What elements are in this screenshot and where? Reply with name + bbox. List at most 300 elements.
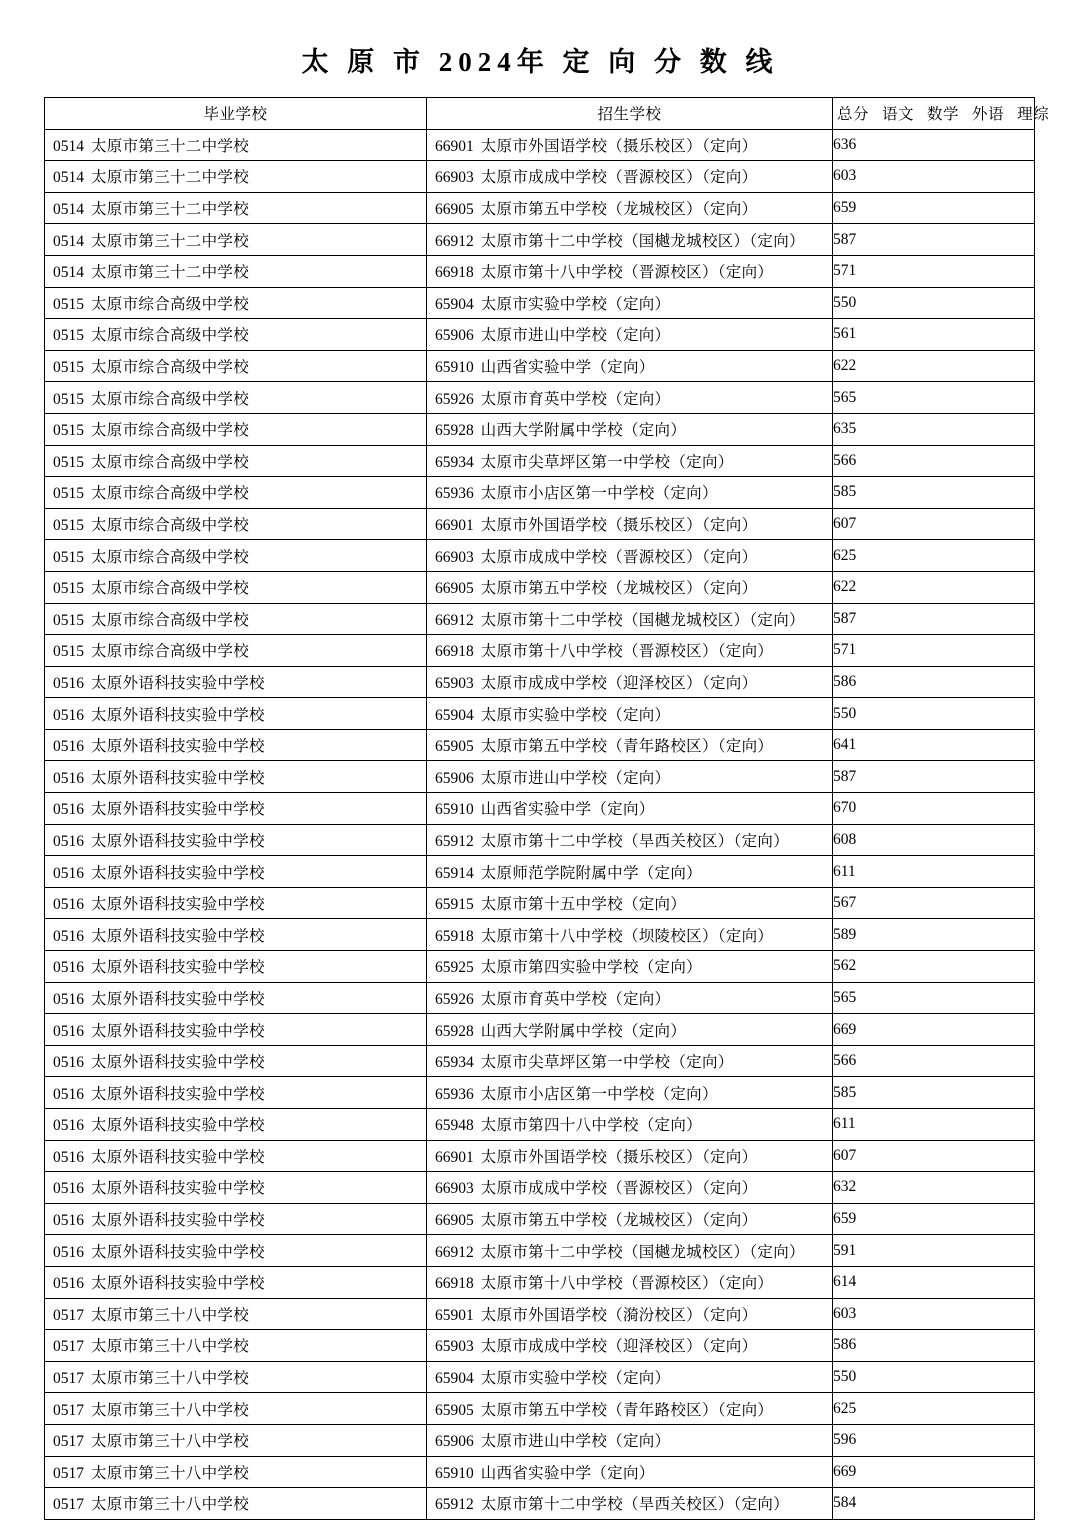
total-score-cell: 585 xyxy=(833,477,1035,509)
enrolling-school-cell xyxy=(427,350,833,382)
graduating-school-name: 太原外语科技实验中学校 xyxy=(91,1022,265,1040)
graduating-school-cell xyxy=(45,919,427,951)
total-score-cell: 566 xyxy=(833,445,1035,477)
graduating-school-code: 0516 xyxy=(53,832,84,850)
graduating-school-cell xyxy=(45,192,427,224)
graduating-school-name: 太原市综合高级中学校 xyxy=(91,548,250,566)
enrolling-school-code: 66912 xyxy=(435,1243,474,1261)
graduating-school-cell xyxy=(45,1361,427,1393)
total-score-cell: 586 xyxy=(833,1330,1035,1362)
graduating-school-name: 太原外语科技实验中学校 xyxy=(91,864,265,882)
total-score-cell: 622 xyxy=(833,350,1035,382)
graduating-school-name: 太原外语科技实验中学校 xyxy=(91,959,265,977)
graduating-school-name: 太原外语科技实验中学校 xyxy=(91,927,265,945)
enrolling-school-cell xyxy=(427,982,833,1014)
enrolling-school-name: 太原市第十八中学校（晋源校区）（定向） xyxy=(480,264,774,282)
column-header-science-comprehensive: 理综 xyxy=(1017,106,1050,124)
enrolling-school-cell xyxy=(427,413,833,445)
enrolling-school-cell xyxy=(427,1330,833,1362)
table-row xyxy=(45,192,1035,224)
enrolling-school-code: 65903 xyxy=(435,674,474,692)
graduating-school-name: 太原外语科技实验中学校 xyxy=(91,1180,265,1198)
table-row xyxy=(45,224,1035,256)
graduating-school-name: 太原市第三十八中学校 xyxy=(91,1433,250,1451)
total-score-cell: 587 xyxy=(833,761,1035,793)
enrolling-school-code: 65904 xyxy=(435,295,474,313)
graduating-school-code: 0515 xyxy=(53,422,84,440)
enrolling-school-cell xyxy=(427,951,833,983)
enrolling-school-name: 太原市小店区第一中学校（定向） xyxy=(480,485,718,503)
graduating-school-cell xyxy=(45,603,427,635)
total-score-cell: 659 xyxy=(833,192,1035,224)
graduating-school-cell xyxy=(45,1172,427,1204)
graduating-school-cell xyxy=(45,982,427,1014)
graduating-school-cell xyxy=(45,413,427,445)
graduating-school-name: 太原外语科技实验中学校 xyxy=(91,738,265,756)
enrolling-school-code: 65912 xyxy=(435,1496,474,1514)
graduating-school-name: 太原市第三十八中学校 xyxy=(91,1464,250,1482)
enrolling-school-cell xyxy=(427,508,833,540)
graduating-school-name: 太原市综合高级中学校 xyxy=(91,422,250,440)
graduating-school-cell xyxy=(45,129,427,161)
table-row xyxy=(45,255,1035,287)
enrolling-school-cell xyxy=(427,1266,833,1298)
graduating-school-cell xyxy=(45,1298,427,1330)
enrolling-school-name: 太原市小店区第一中学校（定向） xyxy=(480,1085,718,1103)
graduating-school-cell xyxy=(45,666,427,698)
enrolling-school-name: 太原市第十八中学校（坝陵校区）（定向） xyxy=(480,927,774,945)
graduating-school-code: 0516 xyxy=(53,738,84,756)
table-row xyxy=(45,1330,1035,1362)
enrolling-school-code: 65910 xyxy=(435,801,474,819)
graduating-school-name: 太原市综合高级中学校 xyxy=(91,643,250,661)
enrolling-school-name: 太原市进山中学校（定向） xyxy=(480,769,671,787)
table-row xyxy=(45,571,1035,603)
table-row xyxy=(45,1393,1035,1425)
graduating-school-name: 太原市综合高级中学校 xyxy=(91,390,250,408)
enrolling-school-code: 65905 xyxy=(435,738,474,756)
graduating-school-code: 0515 xyxy=(53,580,84,598)
graduating-school-code: 0516 xyxy=(53,1148,84,1166)
enrolling-school-cell xyxy=(427,824,833,856)
total-score-cell: 607 xyxy=(833,1140,1035,1172)
table-row xyxy=(45,477,1035,509)
enrolling-school-cell xyxy=(427,224,833,256)
enrolling-school-code: 66912 xyxy=(435,611,474,629)
graduating-school-code: 0515 xyxy=(53,359,84,377)
enrolling-school-cell xyxy=(427,1203,833,1235)
graduating-school-cell xyxy=(45,887,427,919)
total-score-cell: 589 xyxy=(833,919,1035,951)
enrolling-school-name: 太原市第十二中学校（国樾龙城校区）（定向） xyxy=(480,1243,805,1261)
enrolling-school-name: 太原市成成中学校（晋源校区）（定向） xyxy=(480,1180,758,1198)
table-row xyxy=(45,1109,1035,1141)
total-score-cell: 635 xyxy=(833,413,1035,445)
table-row xyxy=(45,319,1035,351)
enrolling-school-name: 太原市第十二中学校（国樾龙城校区）（定向） xyxy=(480,232,805,250)
graduating-school-code: 0516 xyxy=(53,1275,84,1293)
enrolling-school-code: 66903 xyxy=(435,548,474,566)
enrolling-school-cell xyxy=(427,192,833,224)
graduating-school-cell xyxy=(45,824,427,856)
total-score-cell: 611 xyxy=(833,856,1035,888)
total-score-cell: 587 xyxy=(833,603,1035,635)
total-score-cell: 561 xyxy=(833,319,1035,351)
graduating-school-code: 0516 xyxy=(53,1180,84,1198)
total-score-cell: 607 xyxy=(833,508,1035,540)
enrolling-school-name: 太原市成成中学校（晋源校区）（定向） xyxy=(480,548,758,566)
graduating-school-name: 太原市第三十二中学校 xyxy=(91,137,250,155)
graduating-school-code: 0516 xyxy=(53,801,84,819)
enrolling-school-name: 山西省实验中学（定向） xyxy=(480,359,655,377)
enrolling-school-code: 65904 xyxy=(435,706,474,724)
enrolling-school-name: 太原市外国语学校（漪汾校区）（定向） xyxy=(480,1306,758,1324)
total-score-cell: 584 xyxy=(833,1488,1035,1520)
graduating-school-name: 太原外语科技实验中学校 xyxy=(91,1054,265,1072)
enrolling-school-code: 65926 xyxy=(435,390,474,408)
graduating-school-name: 太原市第三十八中学校 xyxy=(91,1370,250,1388)
graduating-school-cell xyxy=(45,571,427,603)
enrolling-school-code: 66903 xyxy=(435,1180,474,1198)
graduating-school-name: 太原外语科技实验中学校 xyxy=(91,769,265,787)
graduating-school-code: 0516 xyxy=(53,1212,84,1230)
graduating-school-name: 太原市第三十二中学校 xyxy=(91,169,250,187)
total-score-cell: 565 xyxy=(833,382,1035,414)
enrolling-school-cell xyxy=(427,445,833,477)
total-score-cell: 596 xyxy=(833,1424,1035,1456)
total-score-cell: 641 xyxy=(833,729,1035,761)
enrolling-school-code: 65906 xyxy=(435,1433,474,1451)
score-line-table xyxy=(44,97,1050,1520)
table-row xyxy=(45,729,1035,761)
table-row xyxy=(45,1488,1035,1520)
table-row xyxy=(45,540,1035,572)
enrolling-school-name: 太原市实验中学校（定向） xyxy=(480,295,671,313)
graduating-school-name: 太原市综合高级中学校 xyxy=(91,295,250,313)
total-score-cell: 550 xyxy=(833,287,1035,319)
enrolling-school-cell xyxy=(427,319,833,351)
enrolling-school-name: 太原市第四实验中学校（定向） xyxy=(480,959,702,977)
enrolling-school-name: 太原市外国语学校（摄乐校区）（定向） xyxy=(480,517,758,535)
table-row xyxy=(45,824,1035,856)
graduating-school-cell xyxy=(45,951,427,983)
graduating-school-cell xyxy=(45,1140,427,1172)
enrolling-school-cell xyxy=(427,1172,833,1204)
enrolling-school-name: 太原市第五中学校（龙城校区）（定向） xyxy=(480,1212,758,1230)
graduating-school-name: 太原市第三十二中学校 xyxy=(91,264,250,282)
graduating-school-name: 太原外语科技实验中学校 xyxy=(91,1085,265,1103)
graduating-school-code: 0517 xyxy=(53,1401,84,1419)
enrolling-school-code: 65904 xyxy=(435,1370,474,1388)
table-header-row xyxy=(45,98,1035,130)
graduating-school-name: 太原市第三十八中学校 xyxy=(91,1306,250,1324)
graduating-school-code: 0515 xyxy=(53,517,84,535)
total-score-cell: 625 xyxy=(833,1393,1035,1425)
column-header-chinese: 语文 xyxy=(882,106,915,124)
enrolling-school-cell xyxy=(427,1424,833,1456)
enrolling-school-cell xyxy=(427,1077,833,1109)
enrolling-school-code: 65912 xyxy=(435,832,474,850)
table-row xyxy=(45,1140,1035,1172)
table-row xyxy=(45,445,1035,477)
total-score-cell: 669 xyxy=(833,1014,1035,1046)
enrolling-school-cell xyxy=(427,1109,833,1141)
table-row xyxy=(45,1266,1035,1298)
graduating-school-cell xyxy=(45,224,427,256)
enrolling-school-name: 太原市第五中学校（青年路校区）（定向） xyxy=(480,1401,774,1419)
total-score-cell: 603 xyxy=(833,161,1035,193)
table-row xyxy=(45,1298,1035,1330)
enrolling-school-cell xyxy=(427,1045,833,1077)
enrolling-school-code: 65934 xyxy=(435,453,474,471)
enrolling-school-code: 66905 xyxy=(435,1212,474,1230)
graduating-school-code: 0516 xyxy=(53,896,84,914)
total-score-cell: 571 xyxy=(833,635,1035,667)
table-row xyxy=(45,1424,1035,1456)
graduating-school-cell xyxy=(45,729,427,761)
enrolling-school-name: 太原市实验中学校（定向） xyxy=(480,1370,671,1388)
graduating-school-code: 0517 xyxy=(53,1370,84,1388)
graduating-school-name: 太原市综合高级中学校 xyxy=(91,611,250,629)
graduating-school-cell xyxy=(45,1266,427,1298)
enrolling-school-cell xyxy=(427,477,833,509)
graduating-school-cell xyxy=(45,1456,427,1488)
enrolling-school-name: 太原市育英中学校（定向） xyxy=(480,990,671,1008)
graduating-school-code: 0516 xyxy=(53,674,84,692)
enrolling-school-name: 太原师范学院附属中学（定向） xyxy=(480,864,702,882)
enrolling-school-cell xyxy=(427,887,833,919)
graduating-school-cell xyxy=(45,1235,427,1267)
graduating-school-name: 太原外语科技实验中学校 xyxy=(91,1148,265,1166)
total-score-cell: 587 xyxy=(833,224,1035,256)
enrolling-school-name: 太原市第十八中学校（晋源校区）（定向） xyxy=(480,643,774,661)
graduating-school-cell xyxy=(45,287,427,319)
enrolling-school-name: 太原市第十八中学校（晋源校区）（定向） xyxy=(480,1275,774,1293)
table-row xyxy=(45,287,1035,319)
enrolling-school-code: 65918 xyxy=(435,927,474,945)
enrolling-school-code: 65925 xyxy=(435,959,474,977)
table-row xyxy=(45,1235,1035,1267)
total-score-cell: 669 xyxy=(833,1456,1035,1488)
graduating-school-cell xyxy=(45,540,427,572)
enrolling-school-code: 65936 xyxy=(435,1085,474,1103)
graduating-school-name: 太原外语科技实验中学校 xyxy=(91,674,265,692)
graduating-school-code: 0515 xyxy=(53,548,84,566)
total-score-cell: 585 xyxy=(833,1077,1035,1109)
total-score-cell: 608 xyxy=(833,824,1035,856)
graduating-school-name: 太原市第三十八中学校 xyxy=(91,1496,250,1514)
table-body xyxy=(45,129,1035,1519)
graduating-school-cell xyxy=(45,1109,427,1141)
graduating-school-code: 0514 xyxy=(53,169,84,187)
graduating-school-name: 太原市第三十八中学校 xyxy=(91,1401,250,1419)
enrolling-school-name: 山西省实验中学（定向） xyxy=(480,1464,655,1482)
table-row xyxy=(45,382,1035,414)
column-header-foreign-language: 外语 xyxy=(972,106,1005,124)
graduating-school-code: 0515 xyxy=(53,327,84,345)
enrolling-school-code: 65905 xyxy=(435,1401,474,1419)
table-header xyxy=(45,98,1050,130)
enrolling-school-name: 太原市第五中学校（青年路校区）（定向） xyxy=(480,738,774,756)
enrolling-school-code: 66901 xyxy=(435,1148,474,1166)
table-row xyxy=(45,793,1035,825)
enrolling-school-name: 太原市外国语学校（摄乐校区）（定向） xyxy=(480,1148,758,1166)
table-row xyxy=(45,603,1035,635)
graduating-school-cell xyxy=(45,1045,427,1077)
graduating-school-name: 太原外语科技实验中学校 xyxy=(91,706,265,724)
total-score-cell: 566 xyxy=(833,1045,1035,1077)
enrolling-school-name: 太原市成成中学校（迎泽校区）（定向） xyxy=(480,674,758,692)
graduating-school-code: 0517 xyxy=(53,1464,84,1482)
table-row xyxy=(45,508,1035,540)
graduating-school-name: 太原外语科技实验中学校 xyxy=(91,832,265,850)
enrolling-school-name: 山西大学附属中学校（定向） xyxy=(480,1022,687,1040)
total-score-cell: 550 xyxy=(833,698,1035,730)
graduating-school-cell xyxy=(45,1330,427,1362)
graduating-school-cell xyxy=(45,1014,427,1046)
graduating-school-name: 太原外语科技实验中学校 xyxy=(91,1275,265,1293)
graduating-school-cell xyxy=(45,255,427,287)
enrolling-school-code: 65928 xyxy=(435,422,474,440)
total-score-cell: 562 xyxy=(833,951,1035,983)
graduating-school-code: 0515 xyxy=(53,643,84,661)
graduating-school-code: 0517 xyxy=(53,1433,84,1451)
graduating-school-name: 太原外语科技实验中学校 xyxy=(91,801,265,819)
graduating-school-code: 0516 xyxy=(53,1243,84,1261)
graduating-school-code: 0514 xyxy=(53,201,84,219)
enrolling-school-code: 66903 xyxy=(435,169,474,187)
total-score-cell: 659 xyxy=(833,1203,1035,1235)
graduating-school-cell xyxy=(45,1393,427,1425)
total-score-cell: 586 xyxy=(833,666,1035,698)
table-row xyxy=(45,1203,1035,1235)
total-score-cell: 571 xyxy=(833,255,1035,287)
enrolling-school-cell xyxy=(427,1014,833,1046)
total-score-cell: 670 xyxy=(833,793,1035,825)
enrolling-school-cell xyxy=(427,382,833,414)
graduating-school-name: 太原市综合高级中学校 xyxy=(91,453,250,471)
graduating-school-code: 0516 xyxy=(53,1022,84,1040)
enrolling-school-code: 65906 xyxy=(435,769,474,787)
enrolling-school-cell xyxy=(427,666,833,698)
enrolling-school-code: 66901 xyxy=(435,517,474,535)
enrolling-school-cell xyxy=(427,1393,833,1425)
graduating-school-cell xyxy=(45,1424,427,1456)
enrolling-school-cell xyxy=(427,635,833,667)
graduating-school-code: 0516 xyxy=(53,990,84,1008)
enrolling-school-cell xyxy=(427,1140,833,1172)
table-row xyxy=(45,1361,1035,1393)
graduating-school-code: 0514 xyxy=(53,264,84,282)
enrolling-school-code: 65928 xyxy=(435,1022,474,1040)
graduating-school-cell xyxy=(45,856,427,888)
table-row xyxy=(45,666,1035,698)
enrolling-school-code: 66912 xyxy=(435,232,474,250)
enrolling-school-code: 66905 xyxy=(435,201,474,219)
enrolling-school-name: 太原市外国语学校（摄乐校区）（定向） xyxy=(480,137,758,155)
graduating-school-cell xyxy=(45,445,427,477)
graduating-school-code: 0514 xyxy=(53,232,84,250)
enrolling-school-cell xyxy=(427,161,833,193)
enrolling-school-name: 太原市第五中学校（龙城校区）（定向） xyxy=(480,580,758,598)
graduating-school-code: 0515 xyxy=(53,390,84,408)
enrolling-school-name: 太原市成成中学校（迎泽校区）（定向） xyxy=(480,1338,758,1356)
graduating-school-name: 太原外语科技实验中学校 xyxy=(91,1243,265,1261)
table-row xyxy=(45,1045,1035,1077)
enrolling-school-code: 65915 xyxy=(435,896,474,914)
graduating-school-name: 太原市综合高级中学校 xyxy=(91,517,250,535)
total-score-cell: 567 xyxy=(833,887,1035,919)
graduating-school-code: 0516 xyxy=(53,1054,84,1072)
graduating-school-name: 太原市综合高级中学校 xyxy=(91,485,250,503)
graduating-school-code: 0516 xyxy=(53,706,84,724)
enrolling-school-name: 太原市成成中学校（晋源校区）（定向） xyxy=(480,169,758,187)
enrolling-school-name: 太原市实验中学校（定向） xyxy=(480,706,671,724)
enrolling-school-code: 65926 xyxy=(435,990,474,1008)
enrolling-school-code: 66918 xyxy=(435,643,474,661)
enrolling-school-name: 太原市第四十八中学校（定向） xyxy=(480,1117,702,1135)
total-score-cell: 614 xyxy=(833,1266,1035,1298)
graduating-school-code: 0516 xyxy=(53,959,84,977)
total-score-cell: 625 xyxy=(833,540,1035,572)
table-row xyxy=(45,350,1035,382)
column-header-math: 数学 xyxy=(927,106,960,124)
enrolling-school-code: 65934 xyxy=(435,1054,474,1072)
enrolling-school-cell xyxy=(427,287,833,319)
enrolling-school-code: 66918 xyxy=(435,1275,474,1293)
enrolling-school-code: 65914 xyxy=(435,864,474,882)
table-row xyxy=(45,919,1035,951)
enrolling-school-code: 65903 xyxy=(435,1338,474,1356)
enrolling-school-cell xyxy=(427,1235,833,1267)
graduating-school-code: 0516 xyxy=(53,1117,84,1135)
graduating-school-name: 太原市第三十二中学校 xyxy=(91,201,250,219)
column-header-subjects xyxy=(833,98,1050,130)
enrolling-school-code: 65948 xyxy=(435,1117,474,1135)
enrolling-school-name: 山西省实验中学（定向） xyxy=(480,801,655,819)
column-header-enrolling-school: 招生学校 xyxy=(427,98,833,130)
table-row xyxy=(45,129,1035,161)
enrolling-school-code: 65906 xyxy=(435,327,474,345)
table-row xyxy=(45,982,1035,1014)
graduating-school-cell xyxy=(45,382,427,414)
graduating-school-cell xyxy=(45,698,427,730)
table-row xyxy=(45,1077,1035,1109)
graduating-school-cell xyxy=(45,161,427,193)
graduating-school-code: 0516 xyxy=(53,1085,84,1103)
enrolling-school-cell xyxy=(427,129,833,161)
enrolling-school-code: 66901 xyxy=(435,137,474,155)
total-score-cell: 622 xyxy=(833,571,1035,603)
total-score-cell: 636 xyxy=(833,129,1035,161)
graduating-school-cell xyxy=(45,635,427,667)
column-header-graduating-school: 毕业学校 xyxy=(45,98,427,130)
enrolling-school-name: 太原市尖草坪区第一中学校（定向） xyxy=(480,453,734,471)
enrolling-school-cell xyxy=(427,793,833,825)
enrolling-school-cell xyxy=(427,1298,833,1330)
enrolling-school-cell xyxy=(427,1488,833,1520)
total-score-cell: 591 xyxy=(833,1235,1035,1267)
graduating-school-cell xyxy=(45,1488,427,1520)
enrolling-school-cell xyxy=(427,856,833,888)
page-title: 太 原 市 2024年 定 向 分 数 线 xyxy=(301,47,779,77)
graduating-school-name: 太原市第三十二中学校 xyxy=(91,232,250,250)
column-header-total-score: 总分 xyxy=(837,106,870,124)
graduating-school-name: 太原外语科技实验中学校 xyxy=(91,1212,265,1230)
enrolling-school-cell xyxy=(427,571,833,603)
enrolling-school-code: 65901 xyxy=(435,1306,474,1324)
table-row xyxy=(45,951,1035,983)
